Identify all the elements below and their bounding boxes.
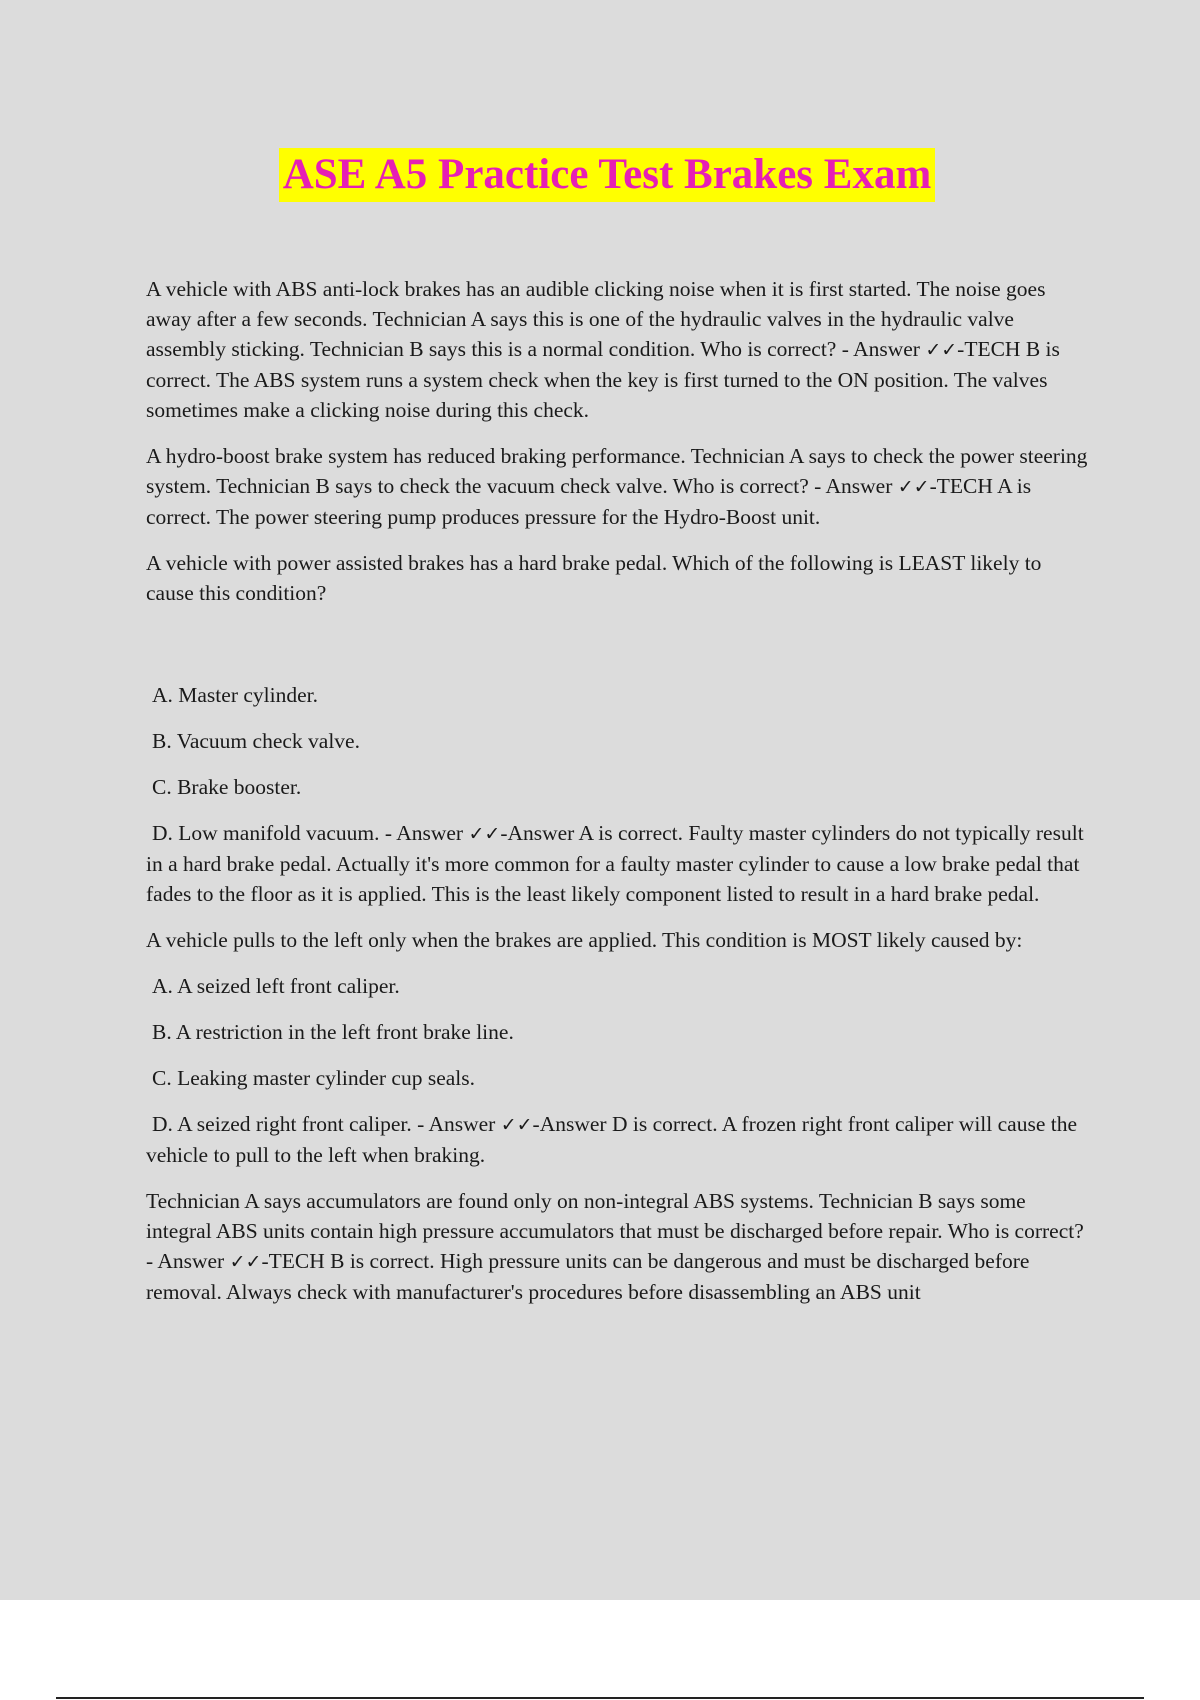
title-wrapper [0,148,1200,202]
question-4-option-b: B. A restriction in the left front brake line. [152,1020,514,1044]
question-2-text: A hydro-boost brake system has reduced braking performance. Technician A says to check the power steering system. Technician B says to check the vacuum check valve. Who is correct? - Answer [146,444,1088,498]
question-4-answer: -Answer D is correct. A frozen right front caliper will cause the vehicle to pull to the left when braking. [146,1112,1078,1167]
question-4-option-d [146,1109,1088,1170]
question-5-answer: -TECH B is correct. High pressure units can be dangerous and must be discharged before removal. Always check with manufacturer's procedures before disassembling an ABS unit [146,1249,1030,1304]
double-check-icon: ✓✓ [468,823,501,845]
document-title: ASE A5 Practice Test Brakes Exam [279,148,936,202]
document-body [146,274,1088,1323]
footer-divider [56,1697,1144,1699]
double-check-icon: ✓✓ [897,476,930,498]
question-5 [146,1186,1088,1307]
question-1 [146,274,1088,425]
question-3-text: A vehicle with power assisted brakes has a hard brake pedal. Which of the following is LEAST likely to cause this condition? [146,551,1042,605]
double-check-icon: ✓✓ [500,1114,533,1136]
question-2-answer: -TECH A is correct. The power steering pump produces pressure for the Hydro-Boost unit. [146,474,1032,529]
question-1-text: A vehicle with ABS anti-lock brakes has an audible clicking noise when it is first started. The noise goes away after a few seconds. Technician A says this is one of the hydraulic valves in the hydraulic valve assembly sticking. Technician B says this is a normal condition. Who is correct? - Answer [146,277,1046,361]
question-4-option-d-text: D. A seized right front caliper. - Answer [152,1112,501,1136]
question-4-option-c: C. Leaking master cylinder cup seals. [152,1066,475,1090]
question-3-option-a: A. Master cylinder. [152,683,318,707]
double-check-icon: ✓✓ [229,1251,262,1273]
question-1-answer: -TECH B is correct. The ABS system runs a system check when the key is first turned to the ON position. The valves sometimes make a clicking noise during this check. [146,337,1060,422]
question-4-text: A vehicle pulls to the left only when the brakes are applied. This condition is MOST likely caused by: [146,928,1023,952]
question-3-answer: -Answer A is correct. Faulty master cylinders do not typically result in a hard brake pedal. Actually it's more common for a faulty master cylinder to cause a low brake pedal that fades to the floor as it is applied. This is the least likely component listed to result in a hard brake pedal. [146,821,1084,906]
question-3 [146,548,1088,608]
question-3-option-b: B. Vacuum check valve. [152,729,360,753]
question-4 [146,925,1088,955]
question-2 [146,441,1088,532]
spacer [146,624,1088,680]
double-check-icon: ✓✓ [925,339,958,361]
question-3-option-c: C. Brake booster. [152,775,302,799]
question-4-option-a: A. A seized left front caliper. [152,974,400,998]
question-5-text: Technician A says accumulators are found only on non-integral ABS systems. Technician B says some integral ABS units contain high pressure accumulators that must be discharged before repair. Who is correct? - Answer [146,1189,1084,1273]
question-3-option-d [146,818,1088,909]
question-3-option-d-text: D. Low manifold vacuum. - Answer [152,821,469,845]
